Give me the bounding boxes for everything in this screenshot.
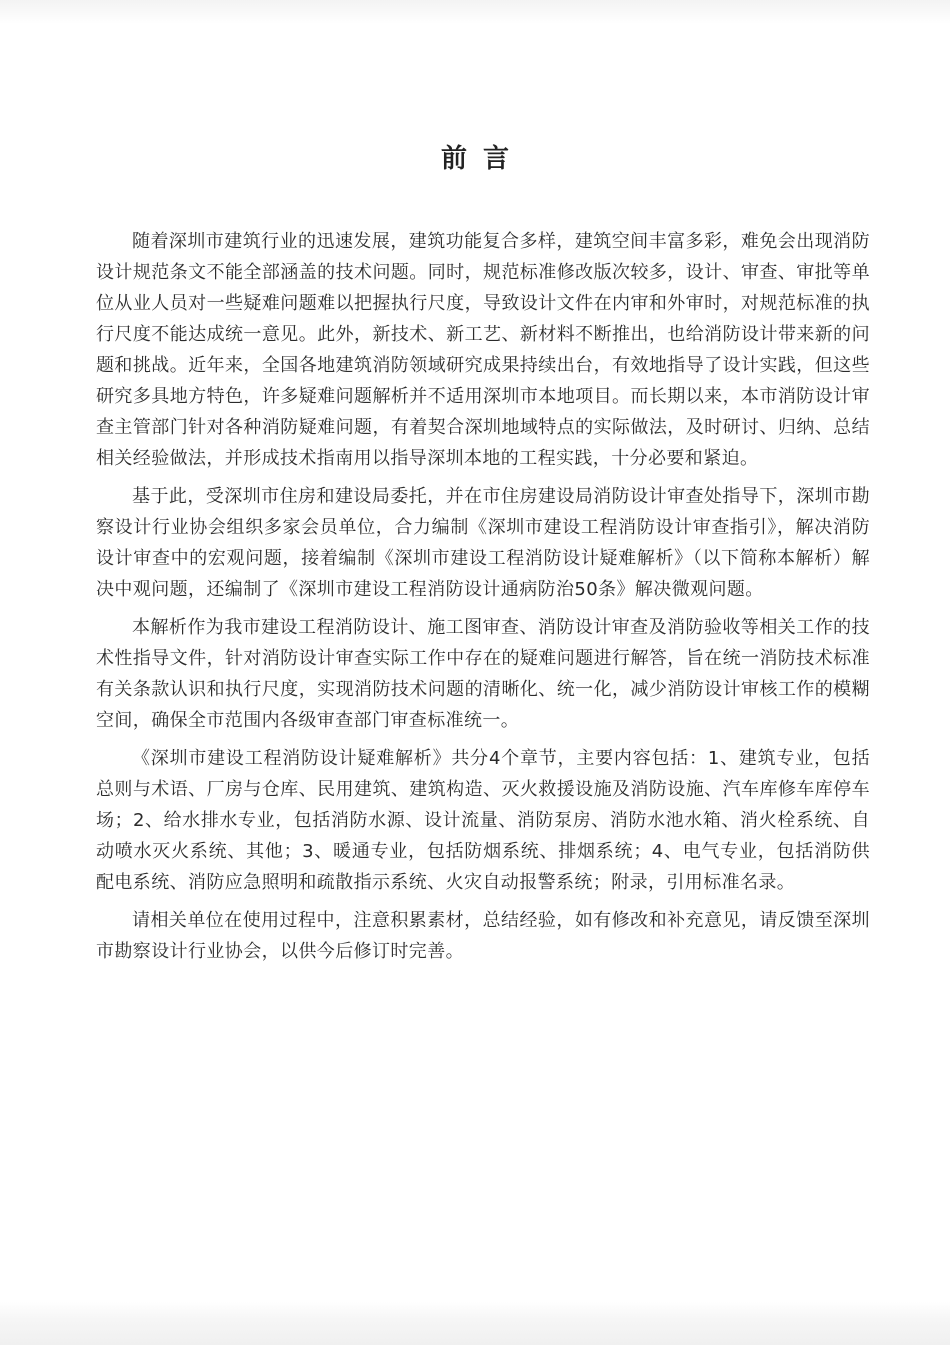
paragraph-background: 随着深圳市建筑行业的迅速发展，建筑功能复合多样，建筑空间丰富多彩，难免会出现消防设计规范条文不能全部涵盖的技术问题。同时，规范标准修改版次较多，设计、审查、审批等单位从业人员对一些疑难问题难以把握执行尺度，导致设计文件在内审和外审时，对规范标准的执行尺度不能达成统一意见。此外，新技术、新工艺、新材料不断推出，也给消防设计带来新的问题和挑战。近年来，全国各地建筑消防领域研究成果持续出台，有效地指导了设计实践，但这些研究多具地方特色，许多疑难问题解析并不适用深圳市本地项目。而长期以来，本市消防设计审查主管部门针对各种消防疑难问题，有着契合深圳地域特点的实际做法，及时研讨、归纳、总结相关经验做法，并形成技术指南用以指导深圳本地的工程实践，十分必要和紧迫。 xyxy=(96,231,870,469)
paragraph-feedback: 请相关单位在使用过程中，注意积累素材，总结经验，如有修改和补充意见，请反馈至深圳市勘察设计行业协会，以供今后修订时完善。 xyxy=(96,910,870,962)
page-title: 前言 xyxy=(440,144,525,175)
paragraph-contents: 《深圳市建设工程消防设计疑难解析》共分4个章节，主要内容包括：1、建筑专业，包括总则与术语、厂房与仓库、民用建筑、建筑构造、灭火救援设施及消防设施、汽车库修车库停车场；2、给水排水专业，包括消防水源、设计流量、消防泵房、消防水池水箱、消火栓系统、自动喷水灭火系统、其他；3、暖通专业，包括防烟系统、排烟系统；4、电气专业，包括消防供配电系统、消防应急照明和疏散指示系统、火灾自动报警系统；附录，引用标准名录。 xyxy=(96,748,870,893)
document-body xyxy=(96,226,870,974)
scan-edge-bottom xyxy=(0,1302,950,1345)
paragraph-origin: 基于此，受深圳市住房和建设局委托，并在市住房建设局消防设计审查处指导下，深圳市勘察设计行业协会组织多家会员单位，合力编制《深圳市建设工程消防设计审查指引》，解决消防设计审查中的宏观问题，接着编制《深圳市建设工程消防设计疑难解析》（以下简称本解析）解决中观问题，还编制了《深圳市建设工程消防设计通病防治50条》解决微观问题。 xyxy=(96,486,870,600)
scan-edge-top xyxy=(0,0,950,24)
paragraph-purpose: 本解析作为我市建设工程消防设计、施工图审查、消防设计审查及消防验收等相关工作的技术性指导文件，针对消防设计审查实际工作中存在的疑难问题进行解答，旨在统一消防技术标准有关条款认识和执行尺度，实现消防技术问题的清晰化、统一化，减少消防设计审核工作的模糊空间，确保全市范围内各级审查部门审查标准统一。 xyxy=(96,617,870,731)
